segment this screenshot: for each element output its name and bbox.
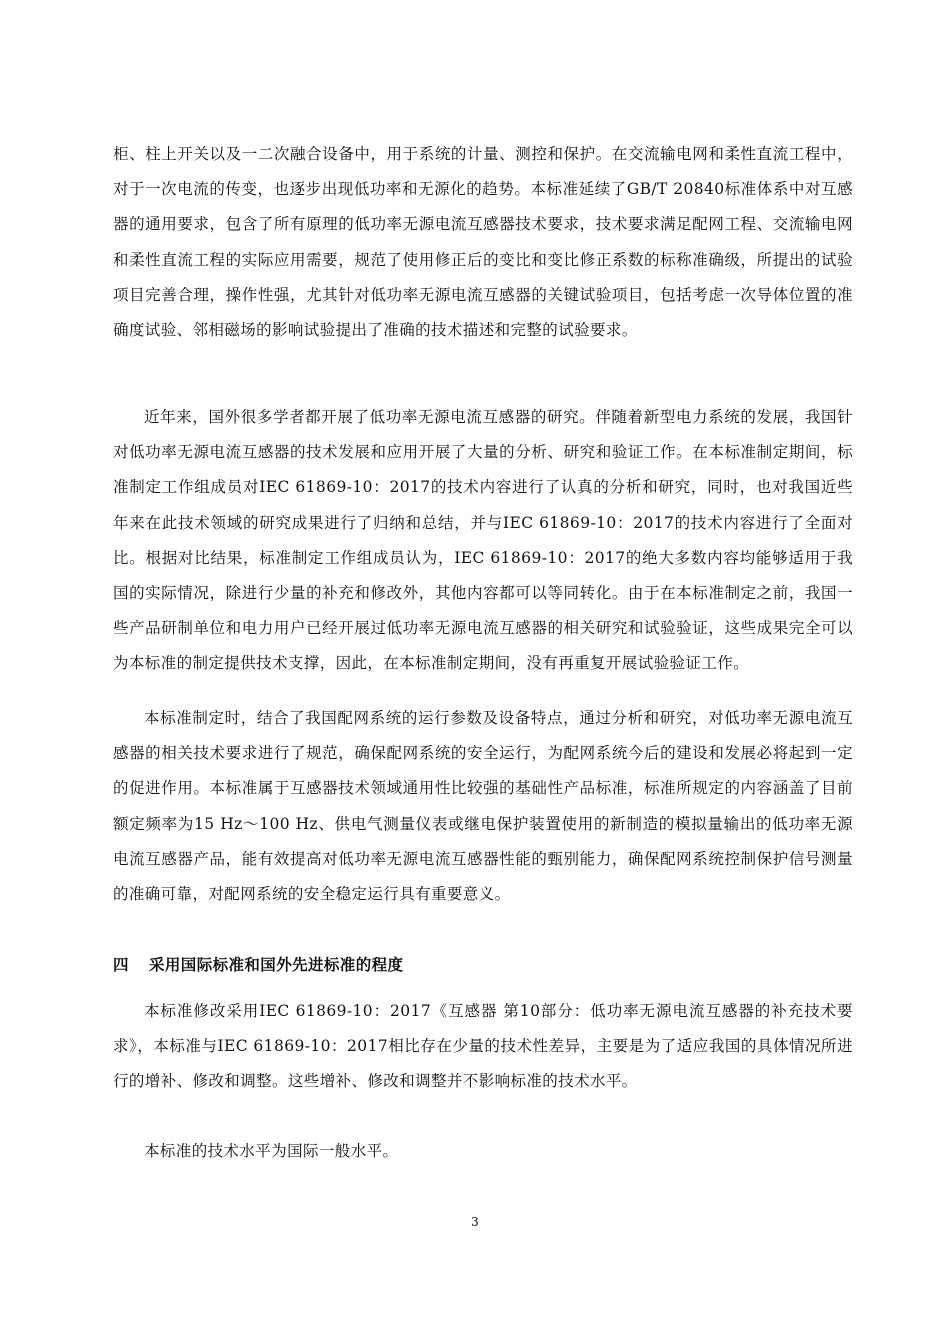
section-heading bbox=[113, 948, 853, 983]
paragraph-2-text: 近年来，国外很多学者都开展了低功率无源电流互感器的研究。伴随着新型电力系统的发展，我国针对低功率无源电流互感器的技术发展和应用开展了大量的分析、研究和验证工作。在本标准制定期间，标准制定工作组成员对IEC 61869-10：2017的技术内容进行了认真的分析和研究，同时，也对我国近些年来在此技术领域的研究成果进行了归纳和总结，并与IEC 61869-10：2017的技术内容进行了全面对比。根据对比结果，标准制定工作组成员认为，IEC 61869-10：2017的绝大多数内容均能够适用于我国的实际情况，除进行少量的补充和修改外，其他内容都可以等同转化。由于在本标准制定之前，我国一些产品研制单位和电力用户已经开展过低功率无源电流互感器的相关研究和试验验证，这些成果完全可以为本标准的制定提供技术支撑，因此，在本标准制定期间，没有再重复开展试验验证工作。 bbox=[113, 408, 853, 673]
paragraph-3-text: 本标准制定时，结合了我国配网系统的运行参数及设备特点，通过分析和研究，对低功率无源电流互感器的相关技术要求进行了规范，确保配网系统的安全运行，为配网系统今后的建设和发展必将起到一定的促进作用。本标准属于互感器技术领域通用性比较强的基础性产品标准，标准所规定的内容涵盖了目前额定频率为15 Hz～100 Hz、供电气测量仪表或继电保护装置使用的新制造的模拟量输出的低功率无源电流互感器产品，能有效提高对低功率无源电流互感器性能的甄别能力，确保配网系统控制保护信号测量的准确可靠，对配网系统的安全稳定运行具有重要意义。 bbox=[113, 709, 853, 904]
paragraph-1 bbox=[113, 137, 853, 348]
paragraph-2 bbox=[113, 400, 853, 682]
paragraph-5 bbox=[113, 994, 853, 1100]
paragraph-6 bbox=[113, 1134, 853, 1169]
paragraph-3 bbox=[113, 701, 853, 912]
section-number: 四 bbox=[113, 956, 129, 974]
paragraph-5-text: 本标准修改采用IEC 61869-10：2017《互感器 第10部分：低功率无源电流互感器的补充技术要求》，本标准与IEC 61869-10：2017相比存在少量的技术性差异，主要是为了适应我国的具体情况所进行的增补、修改和调整。这些增补、修改和调整并不影响标准的技术水平。 bbox=[113, 1002, 853, 1091]
paragraph-1-text: 柜、柱上开关以及一二次融合设备中，用于系统的计量、测控和保护。在交流输电网和柔性直流工程中，对于一次电流的传变，也逐步出现低功率和无源化的趋势。本标准延续了GB/T 20840标准体系中对互感器的通用要求，包含了所有原理的低功率无源电流互感器技术要求，技术要求满足配网工程、交流输电网和柔性直流工程的实际应用需要，规范了使用修正后的变比和变比修正系数的标称准确级，所提出的试验项目完善合理，操作性强，尤其针对低功率无源电流互感器的关键试验项目，包括考虑一次导体位置的准确度试验、邻相磁场的影响试验提出了准确的技术描述和完整的试验要求。 bbox=[113, 145, 853, 340]
paragraph-6-text: 本标准的技术水平为国际一般水平。 bbox=[144, 1142, 399, 1160]
section-title: 采用国际标准和国外先进标准的程度 bbox=[149, 956, 404, 974]
page-number: 3 bbox=[471, 1215, 479, 1229]
